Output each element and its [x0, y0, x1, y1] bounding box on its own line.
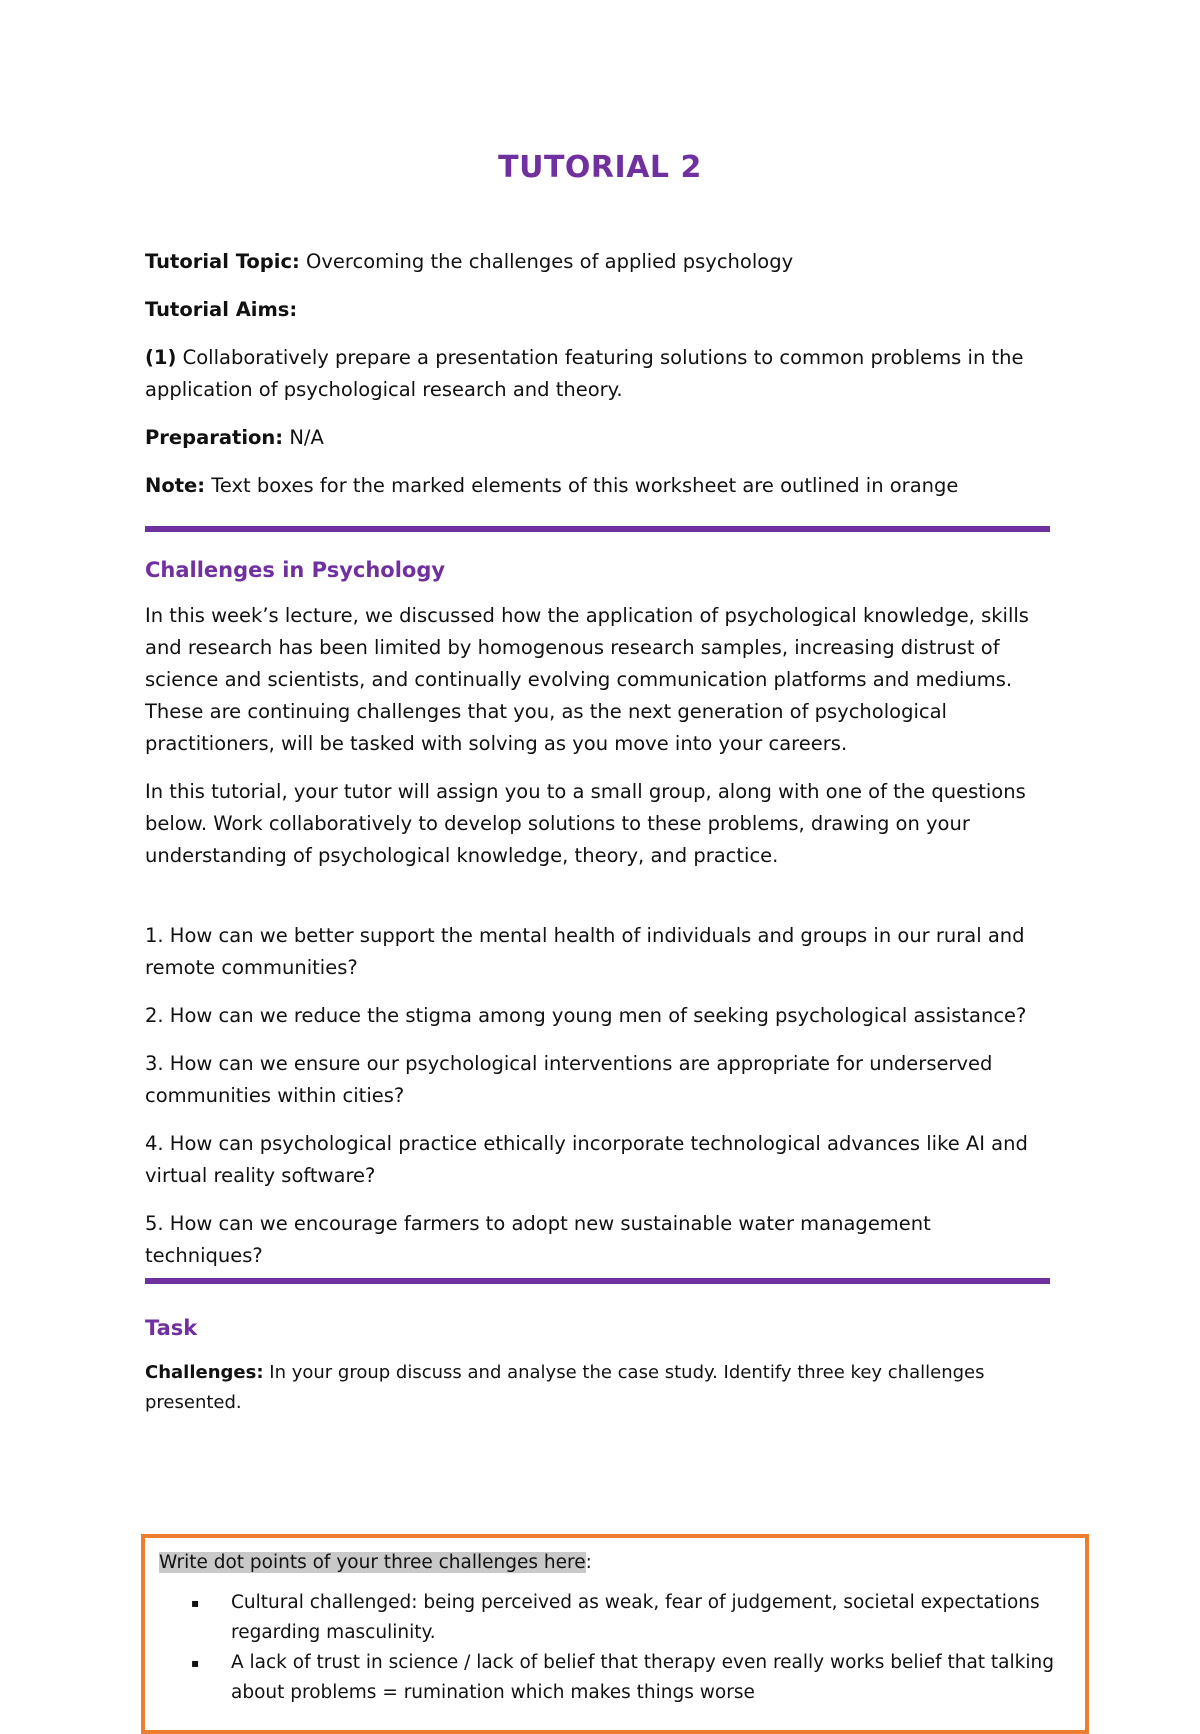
- topic-label: Tutorial Topic:: [145, 250, 300, 273]
- question-item: 3. How can we ensure our psychological interventions are appropriate for underserved communities within cities?: [145, 1052, 993, 1107]
- question-item: 4. How can psychological practice ethically incorporate technological advances like AI and virtual reality software?: [145, 1132, 1028, 1187]
- task-heading: Task: [145, 1316, 198, 1340]
- topic-value: Overcoming the challenges of applied psychology: [306, 250, 794, 273]
- aim-item: [145, 342, 1050, 406]
- question-item: 1. How can we better support the mental health of individuals and groups in our rural and remote communities?: [145, 924, 1025, 979]
- note-label: Note:: [145, 474, 206, 497]
- question-list: [145, 920, 1050, 1272]
- challenges-heading: Challenges in Psychology: [145, 558, 446, 582]
- preparation: [145, 422, 1050, 454]
- question-item: 5. How can we encourage farmers to adopt new sustainable water management techniques?: [145, 1212, 931, 1267]
- preparation-label: Preparation:: [145, 426, 284, 449]
- challenges-paragraph-2: In this tutorial, your tutor will assign you to a small group, along with one of the questions below. Work collaboratively to develop solutions to these problems, drawing on your understanding of psychological knowledge, theory, and practice.: [145, 780, 1026, 867]
- note: [145, 470, 1050, 502]
- answer-item: [191, 1648, 1071, 1708]
- task-challenges-text: In your group discuss and analyse the case study. Identify three key challenges presented.: [145, 1362, 985, 1413]
- task-challenges-label: Challenges:: [145, 1362, 264, 1383]
- tutorial-topic: [145, 246, 1050, 278]
- note-value: Text boxes for the marked elements of this worksheet are outlined in orange: [211, 474, 959, 497]
- answer-list: [159, 1588, 1071, 1708]
- square-bullet-icon: ▪: [191, 1656, 200, 1670]
- aim-number: (1): [145, 346, 177, 369]
- challenges-answer-box[interactable]: [141, 1534, 1089, 1734]
- answer-item-text: A lack of trust in science / lack of belief that therapy even really works belief that talking about problems = rumination which makes things worse: [231, 1652, 1054, 1703]
- answer-prompt-colon: :: [585, 1552, 592, 1573]
- task-challenges: [145, 1358, 1050, 1418]
- aims-label: Tutorial Aims:: [145, 298, 298, 321]
- challenges-paragraph-1: In this week’s lecture, we discussed how the application of psychological knowledge, skills and research has been limited by homogenous research samples, increasing distrust of science and scientists, and continually evolving communication platforms and mediums. These are continuing challenges that you, as the next generation of psychological practitioners, will be tasked with solving as you move into your careers.: [145, 604, 1029, 755]
- section-divider: [145, 526, 1050, 532]
- square-bullet-icon: ▪: [191, 1596, 200, 1610]
- answer-item: [191, 1588, 1071, 1648]
- aim-text: Collaboratively prepare a presentation featuring solutions to common problems in the application of psychological research and theory.: [145, 346, 1024, 401]
- question-item: 2. How can we reduce the stigma among young men of seeking psychological assistance?: [145, 1004, 1027, 1027]
- answer-item-text: Cultural challenged: being perceived as weak, fear of judgement, societal expectations regarding masculinity.: [231, 1592, 1040, 1643]
- answer-prompt-text: Write dot points of your three challenges here: [159, 1552, 586, 1573]
- answer-prompt: [159, 1548, 1071, 1578]
- document-body: [145, 246, 1050, 1434]
- preparation-value: N/A: [289, 426, 324, 449]
- section-divider: [145, 1278, 1050, 1284]
- page-title: TUTORIAL 2: [498, 150, 702, 185]
